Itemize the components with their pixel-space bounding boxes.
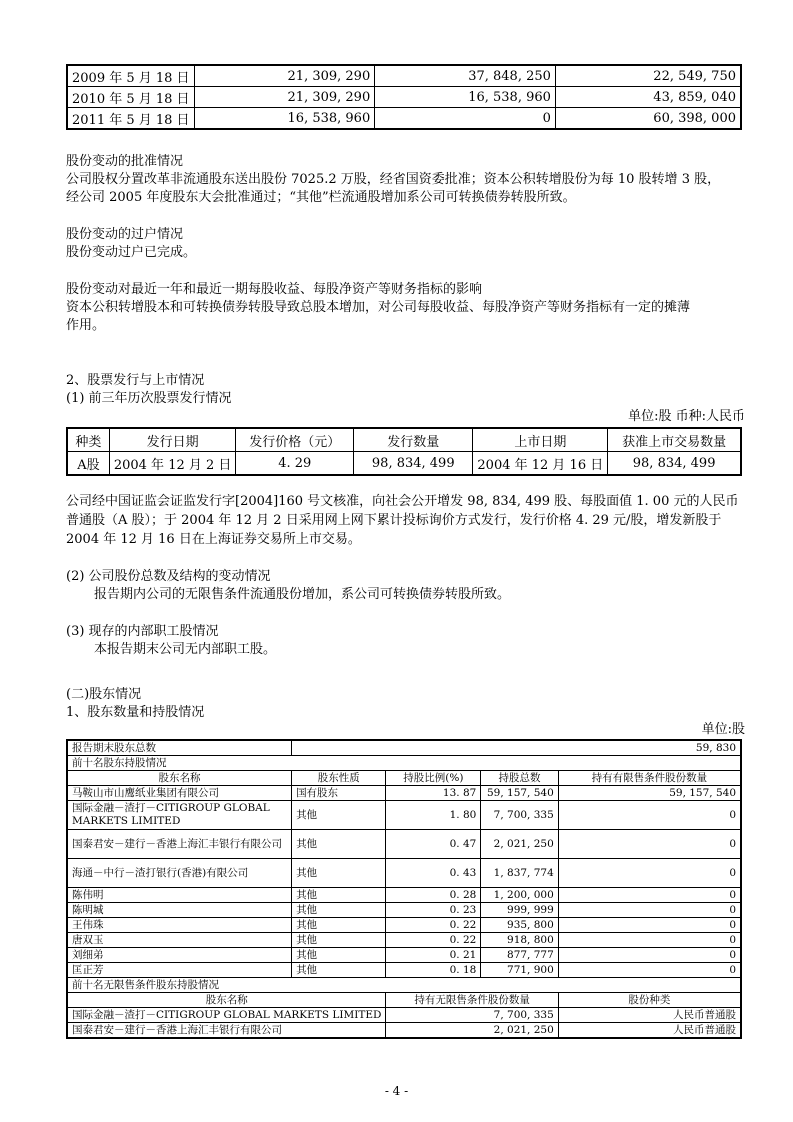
table-cell: 持有有限售条件股份数量 — [558, 771, 741, 786]
employee-shares-heading: (3) 现存的内部职工股情况 — [66, 624, 219, 639]
table-cell: 0 — [558, 801, 741, 830]
table-cell: 前十名股东持股情况 — [67, 756, 741, 771]
table-cell: 0. 22 — [386, 918, 481, 933]
table-cell: 0 — [558, 830, 741, 859]
table-cell: 上市日期 — [473, 428, 608, 452]
impact-text: 资本公积转增股本和可转换债券转股导致总股本增加，对公司每股收益、每股净资产等财务指标有一定的摊薄 — [66, 300, 691, 315]
table-cell: 持股总数 — [481, 771, 558, 786]
issuance-table — [66, 427, 742, 476]
table-row — [67, 108, 741, 130]
table-cell: 59, 157, 540 — [481, 786, 558, 801]
table-cell: 其他 — [292, 830, 386, 859]
table-cell: 其他 — [292, 948, 386, 963]
table-cell: 22, 549, 750 — [555, 65, 741, 87]
table-cell: 0. 22 — [386, 933, 481, 948]
table-cell: 1, 200, 000 — [481, 888, 558, 903]
table-cell: 国际金融－渣打－CITIGROUP GLOBAL MARKETS LIMITED — [67, 1008, 386, 1023]
table-cell: 21, 309, 290 — [194, 65, 375, 87]
table-cell: 0. 47 — [386, 830, 481, 859]
table-cell: 其他 — [292, 888, 386, 903]
table-cell: 0 — [558, 918, 741, 933]
table-cell: 98, 834, 499 — [608, 452, 741, 476]
table-cell: 7, 700, 335 — [386, 1008, 558, 1023]
page-number: - 4 - — [384, 1084, 409, 1098]
total-row — [67, 740, 741, 756]
table-cell: 37, 848, 250 — [375, 65, 556, 87]
table-cell: 持有无限售条件股份数量 — [386, 993, 558, 1008]
impact-heading: 股份变动对最近一年和最近一期每股收益、每股净资产等财务指标的影响 — [66, 282, 483, 297]
shareholders-heading: (二)股东情况 — [66, 687, 142, 702]
issuance-unit: 单位:股 币种:人民币 — [628, 409, 745, 424]
table-cell: 其他 — [292, 918, 386, 933]
table-cell: 877, 777 — [481, 948, 558, 963]
section-label-row — [67, 756, 741, 771]
table-cell: 其他 — [292, 801, 386, 830]
table-cell: 王伟珠 — [67, 918, 292, 933]
table-cell: 43, 859, 040 — [555, 87, 741, 108]
table-cell: 持股比例(%) — [386, 771, 481, 786]
table-cell: 唐双玉 — [67, 933, 292, 948]
table-cell: 0 — [558, 948, 741, 963]
table-row — [67, 948, 741, 963]
table-cell: 匡正芳 — [67, 963, 292, 978]
table-cell: 4. 29 — [236, 452, 354, 476]
table-cell: 0. 18 — [386, 963, 481, 978]
table-cell: 人民币普通股 — [558, 1008, 741, 1023]
issuance-subheading: (1) 前三年历次股票发行情况 — [66, 391, 232, 406]
table-row — [67, 452, 741, 476]
table-cell: 13. 87 — [386, 786, 481, 801]
table-cell: 98, 834, 499 — [354, 452, 473, 476]
table-cell: A股 — [67, 452, 109, 476]
table-row — [67, 1008, 741, 1023]
issuance-paragraph: 2004 年 12 月 16 日在上海证券交易所上市交易。 — [66, 532, 361, 547]
table-row — [67, 963, 741, 978]
table-cell: 0 — [558, 903, 741, 918]
transfer-text: 股份变动过户已完成。 — [66, 245, 197, 260]
table-cell: 国泰君安－建行－香港上海汇丰银行有限公司 — [67, 1023, 386, 1039]
table-cell: 刘细弟 — [67, 948, 292, 963]
table-cell: 16, 538, 960 — [375, 87, 556, 108]
table-cell: 发行日期 — [109, 428, 236, 452]
table-cell: 1. 80 — [386, 801, 481, 830]
table-row — [67, 888, 741, 903]
table-cell: 771, 900 — [481, 963, 558, 978]
section-label-row — [67, 978, 741, 993]
table-row — [67, 859, 741, 888]
table-row — [67, 786, 741, 801]
table-cell: 60, 398, 000 — [555, 108, 741, 130]
issuance-paragraph: 普通股（A 股）；于 2004 年 12 月 2 日采用网上网下累计投标询价方式发行，发行价格 4. 29 元/股，增发新股于 — [66, 513, 722, 528]
table-cell: 海通－中行－渣打银行(香港)有限公司 — [67, 859, 292, 888]
table-cell: 59, 157, 540 — [558, 786, 741, 801]
table-header-row — [67, 428, 741, 452]
issuance-paragraph: 公司经中国证监会证监发行字[2004]160 号文核准，向社会公开增发 98, 834, 499 股、每股面值 1. 00 元的人民币 — [66, 494, 739, 509]
table-row — [67, 903, 741, 918]
table-cell: 其他 — [292, 859, 386, 888]
table-cell: 马鞍山市山鹰纸业集团有限公司 — [67, 786, 292, 801]
table-cell: 0. 28 — [386, 888, 481, 903]
table-header-row — [67, 993, 741, 1008]
shareholders-subheading: 1、股东数量和持股情况 — [66, 705, 205, 720]
table-header-row — [67, 771, 741, 786]
approval-text: 公司股权分置改革非流通股东送出股份 7025.2 万股，经省国资委批准；资本公积转增股份为每 10 股转增 3 股， — [66, 172, 721, 187]
structure-heading: (2) 公司股份总数及结构的变动情况 — [66, 569, 271, 584]
table-cell: 报告期末股东总数 — [67, 740, 292, 756]
structure-text: 报告期内公司的无限售条件流通股份增加，系公司可转换债券转股所致。 — [94, 587, 511, 602]
table-cell: 2010 年 5 月 18 日 — [67, 87, 194, 108]
transfer-heading: 股份变动的过户情况 — [66, 227, 184, 242]
table-cell: 前十名无限售条件股东持股情况 — [67, 978, 741, 993]
table-cell: 0 — [558, 888, 741, 903]
table-cell: 发行数量 — [354, 428, 473, 452]
table-cell: 获准上市交易数量 — [608, 428, 741, 452]
table-cell: 其他 — [292, 903, 386, 918]
table-cell: 陈明城 — [67, 903, 292, 918]
share-change-table — [66, 64, 742, 130]
table-cell: 2, 021, 250 — [386, 1023, 558, 1039]
table-cell: 999, 999 — [481, 903, 558, 918]
table-row — [67, 87, 741, 108]
impact-text: 作用。 — [66, 318, 106, 333]
issuance-heading: 2、股票发行与上市情况 — [66, 373, 205, 388]
table-cell: 7, 700, 335 — [481, 801, 558, 830]
table-row — [67, 830, 741, 859]
table-cell: 0. 23 — [386, 903, 481, 918]
table-cell: 股份种类 — [558, 993, 741, 1008]
table-cell: 0 — [558, 963, 741, 978]
table-cell: 0 — [558, 933, 741, 948]
approval-heading: 股份变动的批准情况 — [66, 154, 184, 169]
table-cell: 0. 43 — [386, 859, 481, 888]
table-cell: 种类 — [67, 428, 109, 452]
table-row — [67, 1023, 741, 1039]
table-cell: 918, 800 — [481, 933, 558, 948]
table-cell: 16, 538, 960 — [194, 108, 375, 130]
table-cell: 其他 — [292, 963, 386, 978]
table-cell: 股东名称 — [67, 993, 386, 1008]
table-cell: 2009 年 5 月 18 日 — [67, 65, 194, 87]
table-cell: 陈伟明 — [67, 888, 292, 903]
table-cell: 21, 309, 290 — [194, 87, 375, 108]
shareholders-unit: 单位:股 — [701, 722, 745, 737]
table-cell: 发行价格（元） — [236, 428, 354, 452]
table-cell: 人民币普通股 — [558, 1023, 741, 1039]
table-cell: 2011 年 5 月 18 日 — [67, 108, 194, 130]
table-row — [67, 65, 741, 87]
table-cell: 0 — [375, 108, 556, 130]
table-cell: 国际金融－渣打－CITIGROUP GLOBAL MARKETS LIMITED — [67, 801, 292, 830]
table-cell: 2004 年 12 月 16 日 — [473, 452, 608, 476]
table-cell: 0 — [558, 859, 741, 888]
table-row — [67, 933, 741, 948]
table-row — [67, 918, 741, 933]
table-cell: 0. 21 — [386, 948, 481, 963]
table-cell: 其他 — [292, 933, 386, 948]
table-cell: 国泰君安－建行－香港上海汇丰银行有限公司 — [67, 830, 292, 859]
table-cell: 国有股东 — [292, 786, 386, 801]
shareholders-table — [66, 739, 742, 1039]
table-cell: 59, 830 — [292, 740, 741, 756]
table-cell: 股东名称 — [67, 771, 292, 786]
approval-text: 经公司 2005 年度股东大会批准通过；“其他”栏流通股增加系公司可转换债券转股所致。 — [66, 190, 576, 205]
employee-shares-text: 本报告期末公司无内部职工股。 — [94, 642, 277, 657]
table-cell: 935, 800 — [481, 918, 558, 933]
table-cell: 股东性质 — [292, 771, 386, 786]
table-cell: 2, 021, 250 — [481, 830, 558, 859]
table-row — [67, 801, 741, 830]
table-cell: 2004 年 12 月 2 日 — [109, 452, 236, 476]
table-cell: 1, 837, 774 — [481, 859, 558, 888]
